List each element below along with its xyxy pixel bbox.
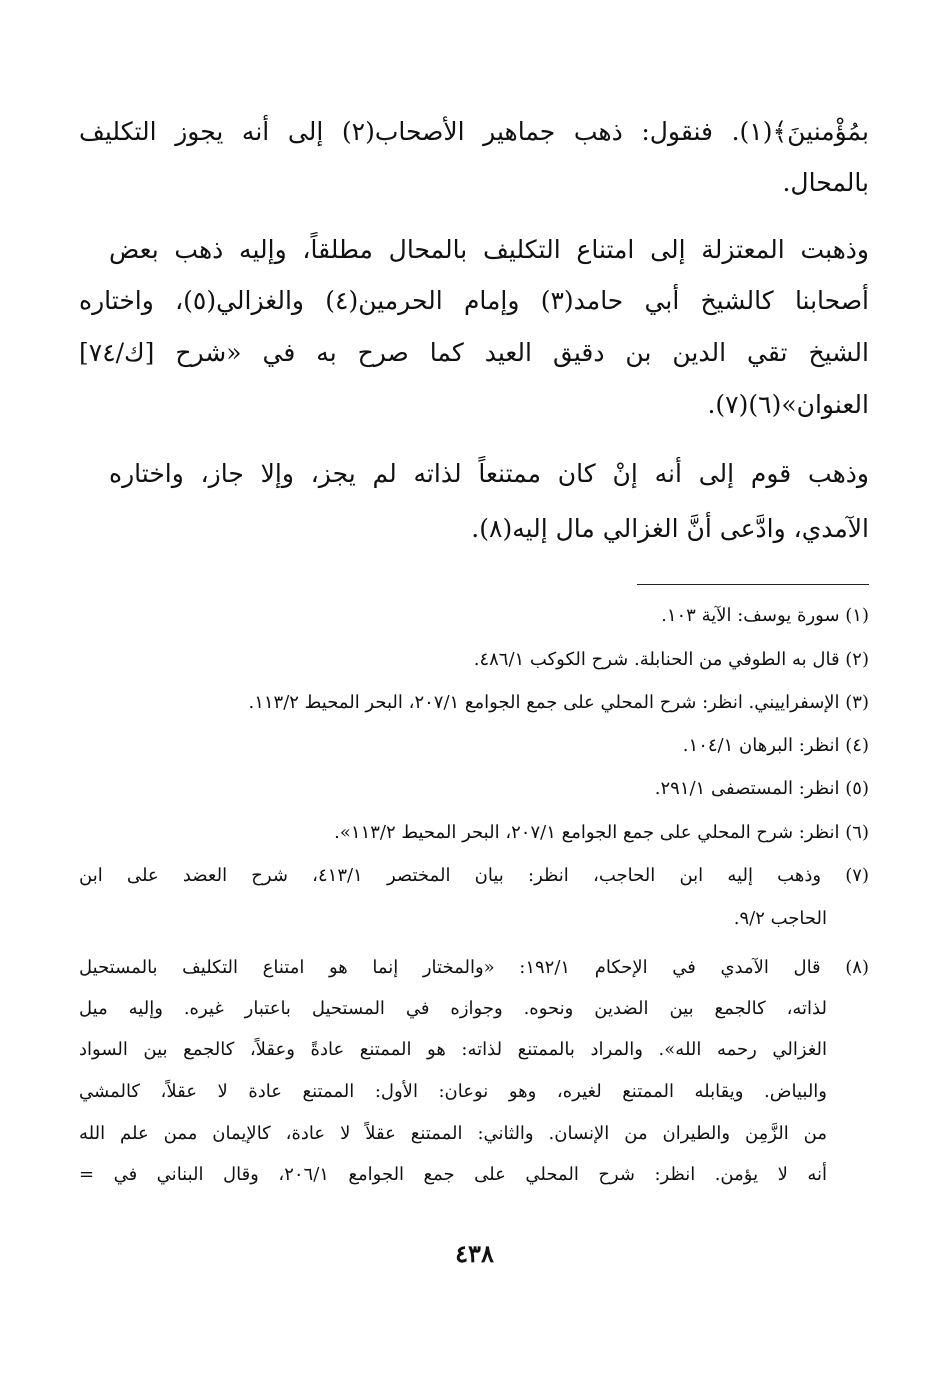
footnote-2: (٢) قال به الطوفي من الحنابلة. شرح الكوكب ٤٨٦/١. <box>473 649 869 670</box>
footnote-8-line: من الزَّمِن والطيران من الإنسان. والثاني: الممتنع عقلاً لا عادة، كالإيمان ممن علم الله <box>79 1123 827 1144</box>
main-text-line: بمُؤْمنينَ﴾(١). فنقول: ذهب جماهير الأصحاب(٢) إلى أنه يجوز التكليف <box>79 117 869 146</box>
main-text-line: الآمدي، وادَّعى أنَّ الغزالي مال إليه(٨). <box>471 514 869 543</box>
footnote-6: (٦) انظر: شرح المحلي على جمع الجوامع ٢٠٧/١، البحر المحيط ١١٣/٢». <box>334 822 869 843</box>
main-text-line: الشيخ تقي الدين بن دقيق العيد كما صرح به في «شرح [ك/٧٤] <box>79 338 869 367</box>
footnote-divider <box>637 584 869 585</box>
main-text-line: وذهب قوم إلى أنه إنْ كان ممتنعاً لذاته لم يجز، وإلا جاز، واختاره <box>109 459 869 488</box>
page-number: ٤٣٨ <box>455 1239 494 1268</box>
footnote-5: (٥) انظر: المستصفى ٢٩١/١. <box>654 778 869 799</box>
footnote-8-line: (٨) قال الآمدي في الإحكام ١٩٢/١: «والمختار إنما هو امتناع التكليف بالمستحيل <box>79 957 869 978</box>
footnote-1: (١) سورة يوسف: الآية ١٠٣. <box>661 605 869 626</box>
footnote-8-line: والبياض. ويقابله الممتنع لغيره، وهو نوعان: الأول: الممتنع عادة لا عقلاً، كالمشي <box>79 1081 827 1102</box>
main-text-line: العنوان»(٦)(٧). <box>707 390 869 419</box>
footnote-8-line: أنه لا يؤمن. انظر: شرح المحلي على جمع الجوامع ٢٠٦/١، وقال البناني في = <box>79 1164 827 1185</box>
main-text-line: وذهبت المعتزلة إلى امتناع التكليف بالمحال مطلقاً، وإليه ذهب بعض <box>109 235 869 264</box>
footnote-4: (٤) انظر: البرهان ١٠٤/١. <box>682 735 869 756</box>
footnote-8-line: لذاته، كالجمع بين الضدين ونحوه. وجوازه في المستحيل باعتبار غيره. وإليه ميل <box>79 998 827 1019</box>
main-text-line: أصحابنا كالشيخ أبي حامد(٣) وإمام الحرمين(٤) والغزالي(٥)، واختاره <box>79 286 869 315</box>
main-text-line: بالمحال. <box>782 168 869 197</box>
footnote-7-line: الحاجب ٩/٢. <box>733 908 827 929</box>
footnote-7-line: (٧) وذهب إليه ابن الحاجب، انظر: بيان المختصر ٤١٣/١، شرح العضد على ابن <box>79 865 869 886</box>
footnote-3: (٣) الإسفراييني. انظر: شرح المحلي على جمع الجوامع ٢٠٧/١، البحر المحيط ١١٣/٢. <box>248 692 869 713</box>
footnote-8-line: الغزالي رحمه الله». والمراد بالممتنع لذاته: هو الممتنع عادةً وعقلاً، كالجمع بين السواد <box>79 1039 827 1060</box>
